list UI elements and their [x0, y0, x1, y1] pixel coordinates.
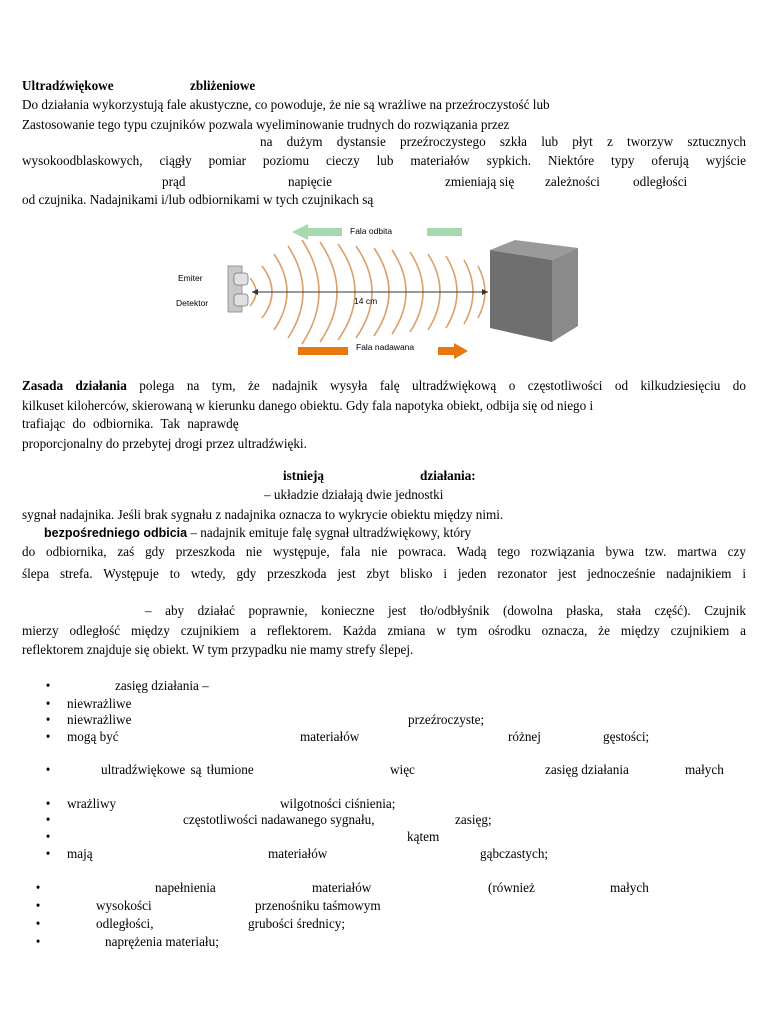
principle-bold: Zasada działania: [22, 378, 127, 393]
heading-part-1: istnieją: [283, 468, 325, 483]
direct-reflection-text: – nadajnik emituje falę sygnał ultradźwiękowy, który: [190, 525, 472, 540]
bullet: •: [35, 898, 41, 913]
direct-reflection-bold: bezpośredniego odbicia: [44, 526, 188, 540]
bullet: •: [45, 712, 51, 727]
bullet-text: wrażliwy: [67, 796, 117, 811]
fragment-word: napięcie: [288, 174, 332, 189]
transmitted-wave-label: Fala nadawana: [356, 342, 415, 352]
bullet-text: grubości średnicy;: [248, 916, 346, 931]
bullet-text: zasięg działania: [545, 762, 629, 777]
bullet-text: materiałów: [300, 729, 360, 744]
transmitted-wave-arrow: [438, 343, 468, 359]
bullet: •: [45, 729, 51, 744]
fragment-word: odległości: [633, 174, 688, 189]
principle-text: polega na tym, że nadajnik wysyła falę ultradźwiękową o częstotliwości od kilkudziesięciu do: [139, 378, 746, 393]
paragraph-line: proporcjonalny do przebytej drogi przez ultradźwięki.: [22, 436, 307, 451]
paragraph-line: sygnał nadajnika. Jeśli brak sygnału z nadajnika oznacza to wykrycie obiektu między nimi.: [22, 507, 504, 522]
bullet-text: mogą być: [67, 729, 119, 744]
reflected-wave-arrow: [292, 224, 342, 240]
bullet: •: [35, 880, 41, 895]
target-block-front: [490, 250, 552, 342]
bullet-text: ultradźwiękowe są tłumione: [101, 762, 254, 777]
ultrasonic-sensor-diagram: [170, 218, 590, 363]
bullet-text: mają: [67, 846, 93, 861]
bullet-text: przenośniku taśmowym: [255, 898, 381, 913]
bullet-text: gąbczastych;: [480, 846, 549, 861]
paragraph-line: – aby działać poprawnie, konieczne jest tło/odbłyśnik (dowolna płaska, stała część). Czujnik: [145, 603, 746, 618]
bullet: •: [35, 934, 41, 949]
bullet-text: materiałów: [312, 880, 372, 895]
heading-part-2: działania:: [420, 468, 476, 483]
section-title-part-1: Ultradźwiękowe: [22, 78, 114, 93]
bullet-text: zasięg;: [455, 812, 492, 827]
paragraph-line: Do działania wykorzystują fale akustyczne, co powoduje, że nie są wrażliwe na przeźroczystość lub: [22, 97, 550, 112]
paragraph-line: na dużym dystansie przeźroczystego szkła lub płyt z tworzyw sztucznych: [260, 134, 746, 149]
paragraph-line: – układzie działają dwie jednostki: [264, 487, 444, 502]
reflected-wave-bar: [427, 228, 462, 236]
bullet-text: gęstości;: [603, 729, 650, 744]
detector-transducer: [234, 294, 248, 306]
bullet-text: niewrażliwe: [67, 696, 132, 711]
bullet-text: wilgotności ciśnienia;: [280, 796, 396, 811]
bullet-text: częstotliwości nadawanego sygnału,: [183, 812, 375, 827]
fragment-word: zależności: [545, 174, 600, 189]
bullet: •: [45, 812, 51, 827]
direct-reflection-line: [44, 525, 471, 541]
bullet-text: więc: [390, 762, 415, 777]
bullet-text: napełnienia: [155, 880, 216, 895]
bullet-text: małych: [685, 762, 724, 777]
emitter-label: Emiter: [178, 273, 203, 283]
bullet-text: niewrażliwe: [67, 712, 132, 727]
paragraph-line: ślepa strefa. Występuje to wtedy, gdy przeszkoda jest zbyt blisko i jeden rezonator jest jednocześnie nadajnikiem i: [22, 566, 746, 581]
bullet: •: [45, 846, 51, 861]
bullet: •: [45, 762, 51, 777]
paragraph-line: trafiając do odbiornika. Tak naprawdę: [22, 416, 239, 431]
bullet-text: odległości,: [96, 916, 154, 931]
section-title-part-2: zbliżeniowe: [190, 78, 256, 93]
reflected-wave-label: Fala odbita: [350, 226, 393, 236]
bullet-text: różnej: [508, 729, 541, 744]
paragraph-line: kilkuset kiloherców, skierowaną w kierunku danego obiektu. Gdy fala napotyka obiekt, odbija się od niego i: [22, 398, 594, 413]
bullet-text: zasięg działania –: [115, 678, 209, 693]
bullet-text: wysokości: [96, 898, 152, 913]
target-block-side: [552, 248, 578, 342]
bullet: •: [45, 829, 51, 844]
fragment-word: prąd: [162, 174, 186, 189]
emitter-transducer: [234, 273, 248, 285]
bullet-text: przeźroczyste;: [408, 712, 485, 727]
paragraph-line: od czujnika. Nadajnikami i/lub odbiornikami w tych czujnikach są: [22, 192, 374, 207]
bullet-text: materiałów: [268, 846, 328, 861]
bullet: •: [45, 796, 51, 811]
paragraph-line: Zastosowanie tego typu czujników pozwala wyeliminowanie trudnych do rozwiązania przez: [22, 117, 510, 132]
bullet: •: [45, 696, 51, 711]
distance-arrow-left-head: [252, 289, 258, 295]
bullet-text: naprężenia materiału;: [105, 934, 219, 949]
bullet-text: kątem: [407, 829, 440, 844]
transmitted-wave-bar: [298, 347, 348, 355]
paragraph-line: do odbiornika, zaś gdy przeszkoda nie występuje, fala nie powraca. Wadą tego rozwiązania bywa tzw. martwa czy: [22, 544, 746, 559]
principle-line-1: [22, 378, 746, 394]
bullet-text: małych: [610, 880, 649, 895]
paragraph-line: wysokoodblaskowych, ciągły pomiar poziomu cieczy lub materiałów sypkich. Niektóre typy oferują wyjście: [22, 153, 746, 168]
detector-label: Detektor: [176, 298, 209, 308]
fragment-word: zmieniają się: [445, 174, 515, 189]
distance-label: 14 cm: [354, 296, 378, 306]
paragraph-line: mierzy odległość między czujnikiem a reflektorem. Każda zmiana w tym ośrodku oznacza, że między czujnikiem a: [22, 623, 746, 638]
bullet: •: [35, 916, 41, 931]
bullet: •: [45, 678, 51, 693]
paragraph-line: reflektorem znajduje się obiekt. W tym przypadku nie mamy strefy ślepej.: [22, 642, 414, 657]
bullet-text: (również: [488, 880, 535, 895]
